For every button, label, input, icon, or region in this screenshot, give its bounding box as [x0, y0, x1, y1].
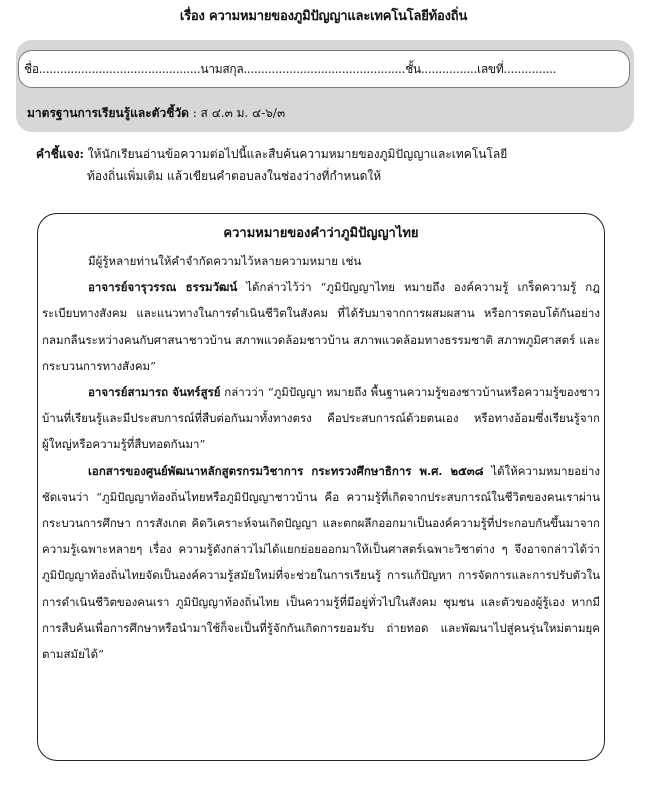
quote2-text: กล่าวว่า “ภูมิปัญญา หมายถึง พื้นฐานความรู้ของชาวบ้านหรือความรู้ของชาวบ้านที่เรียนรู้และมีประสบการณ์ที่สืบต่อกันมาทั้งทางตรง คือประสบการณ์ด้วยตนเอง หรือทางอ้อมซึ่งเรียนรู้จากผู้ใหญ่หรือความรู้ที่สืบทอดกันมา”: [42, 385, 600, 452]
passage-heading: ความหมายของคำว่าภูมิปัญญาไทย: [223, 226, 419, 241]
instructions-label: คำชี้แจง:: [36, 147, 84, 161]
passage-paragraph-2: [42, 379, 600, 458]
standard-value: : ส ๔.๓ ม. ๔-๖/๓: [192, 106, 286, 120]
quote1-author: อาจารย์จารุวรรณ ธรรมวัฒน์: [88, 280, 238, 295]
learning-standard: [27, 104, 285, 123]
quote3-author: เอกสารของศูนย์พัฒนาหลักสูตรกรมวิชาการ กระทรวงศึกษาธิการ พ.ศ. ๒๕๓๘: [88, 463, 484, 478]
passage-paragraph-3: [42, 458, 600, 668]
quote2-author: อาจารย์สามารถ จันทร์สูรย์: [88, 385, 221, 400]
instructions-text-line1: ให้นักเรียนอ่านข้อความต่อไปนี้และสืบค้นความหมายของภูมิปัญญาและเทคโนโลยี: [87, 147, 508, 161]
quote1-text: ได้กล่าวไว้ว่า “ภูมิปัญญาไทย หมายถึง องค์ความรู้ เกร็ดความรู้ กฎระเบียบทางสังคม และแนวทางในการดำเนินชีวิตในสังคม ที่ได้รับมาจากการผสมผสาน หรือการตอบโต้กันอย่างกลมกลืนระหว่างคนกับศาสนาชาวบ้าน สภาพแวดล้อมชาวบ้าน สภาพแวดล้อมทางธรรมชาติ สภาพภูมิศาสตร์ และกระบวนการทางสังคม”: [42, 280, 600, 373]
standard-label: มาตรฐานการเรียนรู้และตัวชี้วัด: [27, 106, 189, 120]
student-info-line: ชื่อ..............................................นามสกุล..............................................ชั้น................เลขที่...............: [24, 62, 557, 76]
worksheet-title: เรื่อง ความหมายของภูมิปัญญาและเทคโนโลยีท้องถิ่น: [179, 9, 468, 24]
passage-paragraph-1: [42, 274, 600, 379]
passage-intro: มีผู้รู้หลายท่านให้คำจำกัดความไว้หลายความหมาย เช่น: [88, 254, 362, 268]
reading-passage: [42, 222, 600, 667]
quote3-text: ได้ให้ความหมายอย่างชัดเจนว่า “ภูมิปัญญาท้องถิ่นไทยหรือภูมิปัญญาชาวบ้าน คือ ความรู้ที่เกิดจากประสบการณ์ในชีวิตของคนเราผ่านกระบวนการศึกษา การสังเกต คิดวิเคราะห์จนเกิดปัญญา และตกผลึกออกมาเป็นองค์ความรู้ที่ประกอบกันขึ้นมาจากความรู้เฉพาะหลายๆ เรื่อง ความรู้ดังกล่าวไม่ได้แยกย่อยออกมาให้เป็นศาสตร์เฉพาะวิชาต่าง ๆ จึงอาจกล่าวได้ว่าภูมิปัญญาท้องถิ่นไทยจัดเป็นองค์ความรู้สมัยใหม่ที่จะช่วยในการเรียนรู้ การแก้ปัญหา การจัดการและการปรับตัวในการดำเนินชีวิตของคนเรา ภูมิปัญญาท้องถิ่นไทย เป็นความรู้ที่มีอยู่ทั่วไปในสังคม ชุมชน และตัวของผู้รู้เอง หากมีการสืบค้นเพื่อการศึกษาหรือนำมาใช้ก็จะเป็นที่รู้จักกันเกิดการยอมรับ ถ่ายทอด และพัฒนาไปสู่คนรุ่นใหม่ตามยุคตามสมัยได้”: [42, 463, 600, 662]
instructions: [36, 143, 611, 187]
instructions-text-line2: ท้องถิ่นเพิ่มเติม แล้วเขียนคำตอบลงในช่องว่างที่กำหนดให้: [87, 169, 382, 183]
